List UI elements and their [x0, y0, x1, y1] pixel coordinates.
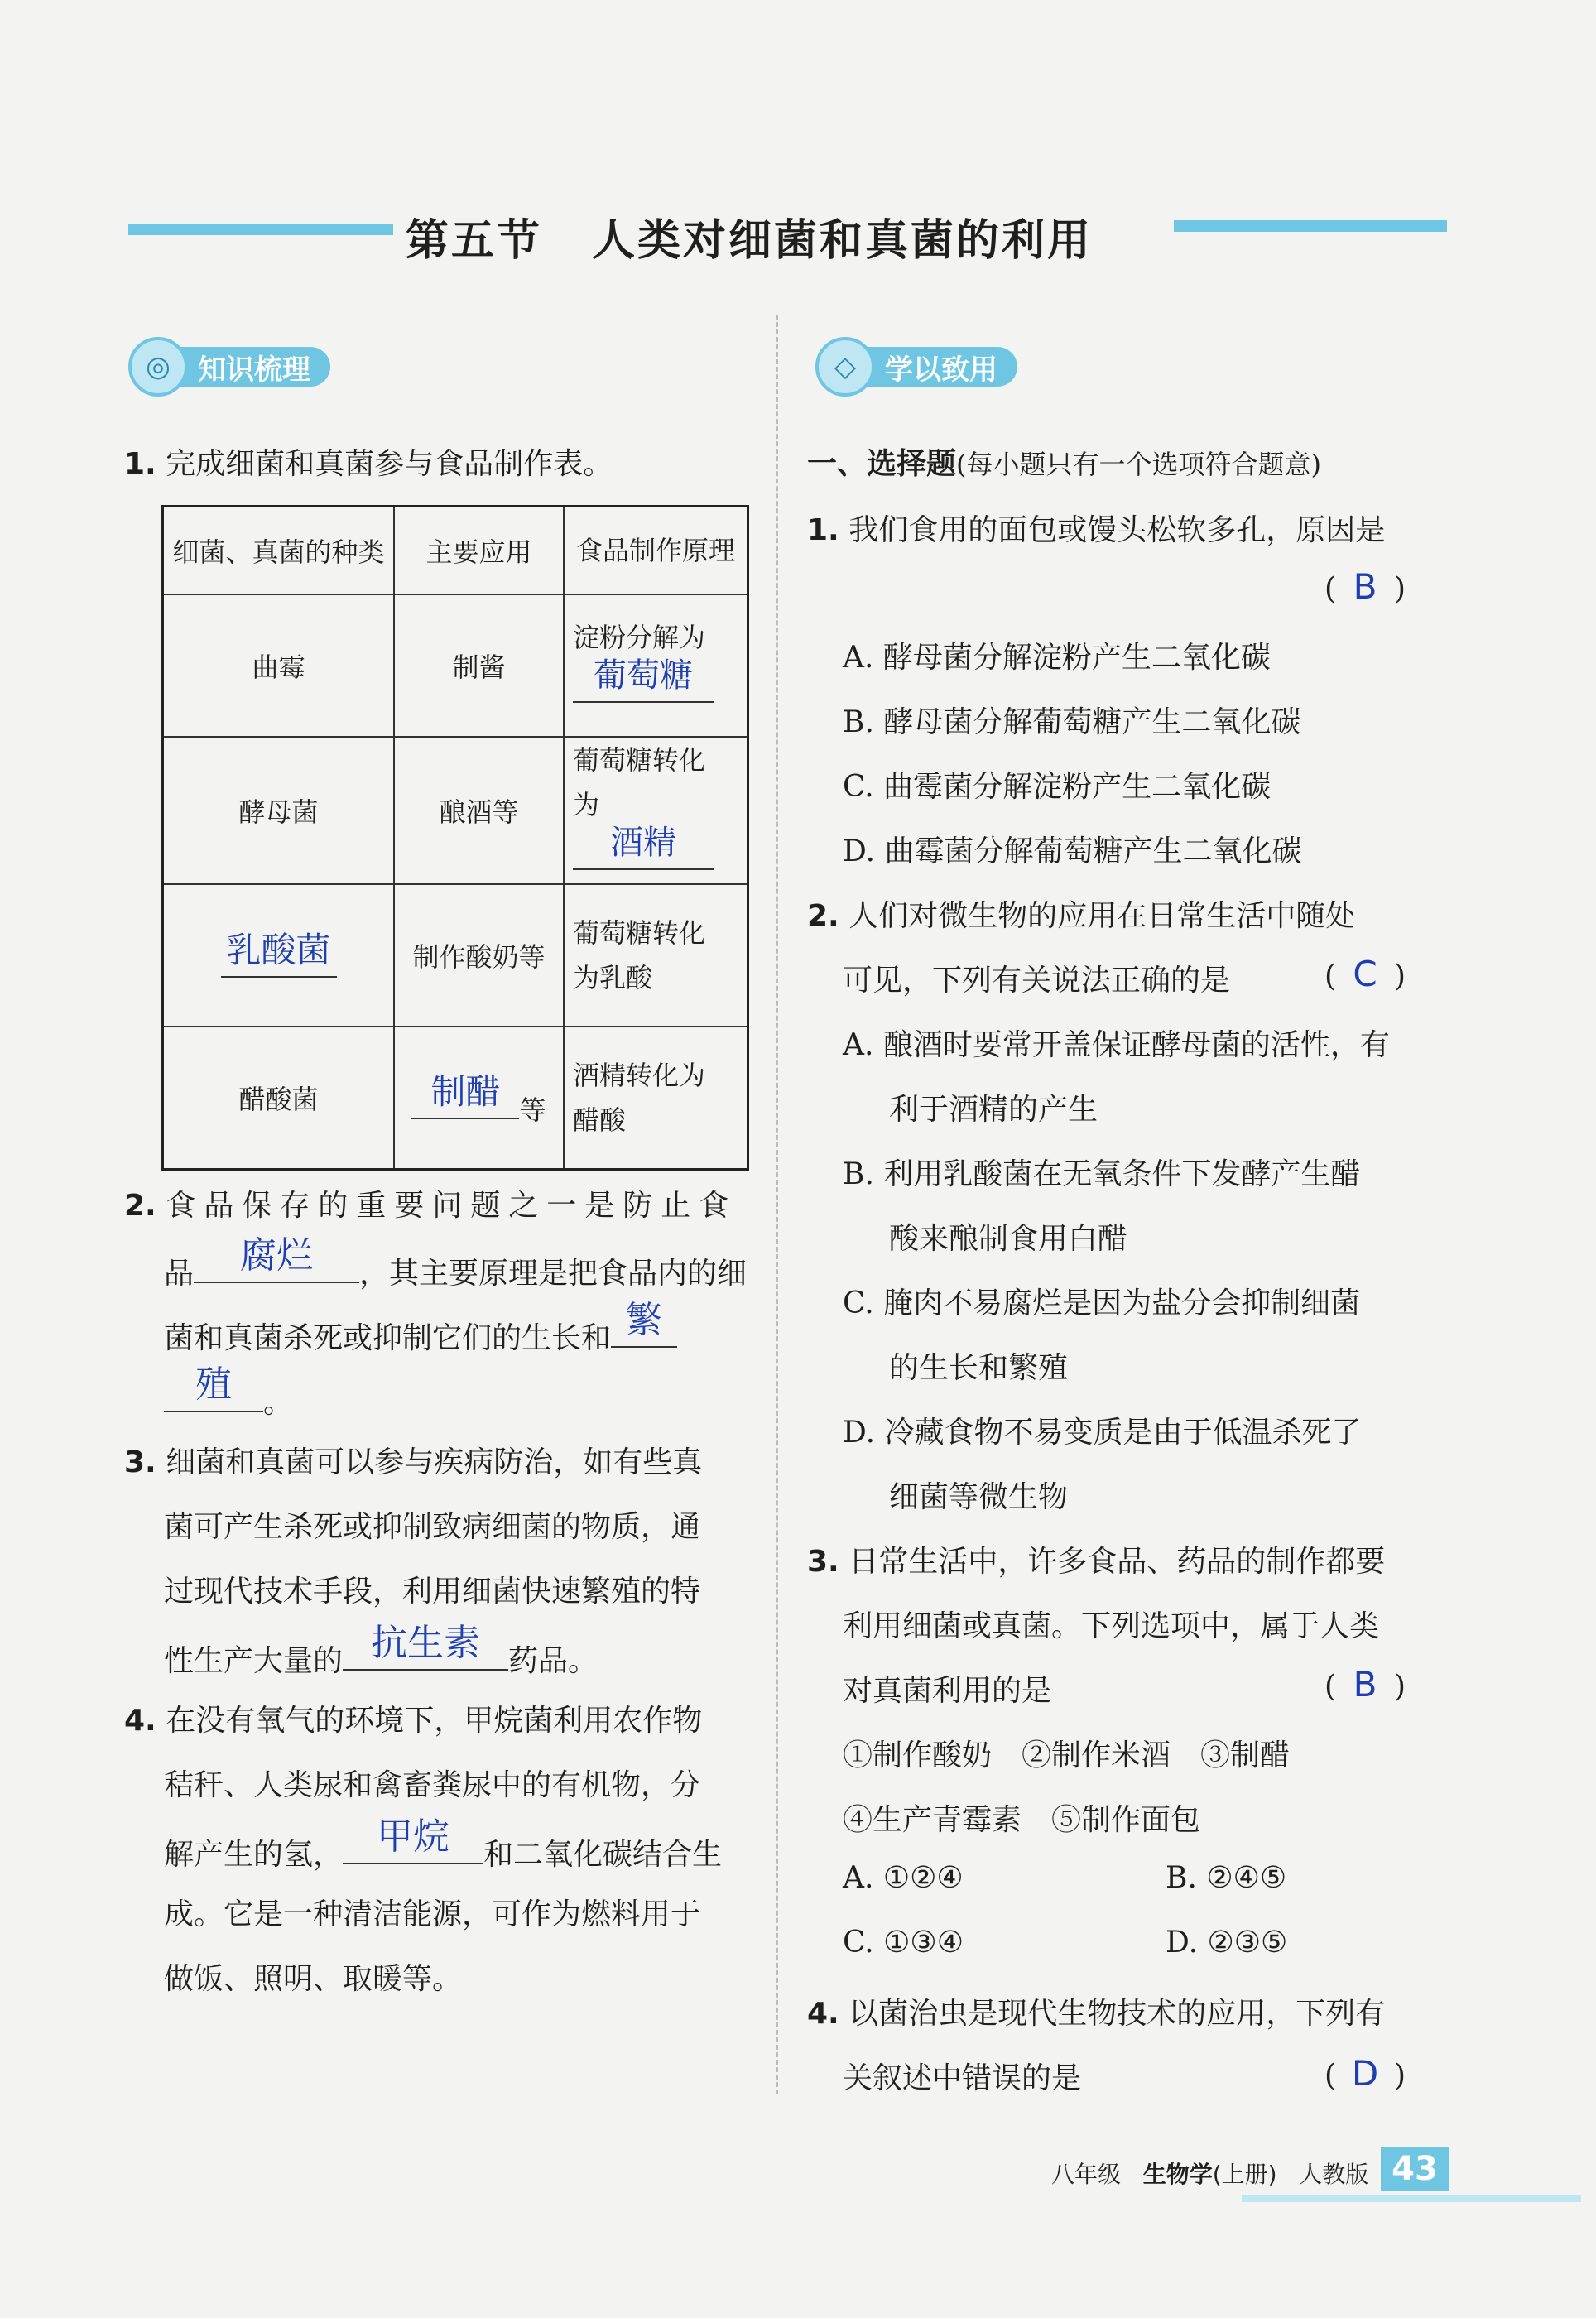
option-text: 细菌等微生物: [889, 1480, 1069, 1514]
left-q2-line2: [164, 1234, 748, 1292]
question-text: 成。它是一种清洁能源，可作为燃料用于: [164, 1897, 701, 1931]
handwritten-answer: 抗生素: [371, 1622, 481, 1664]
target-icon: ◎: [128, 337, 188, 397]
item-text: ①制作酸奶 ②制作米酒 ③制醋: [843, 1738, 1291, 1772]
question-text: 做饭、照明、取暖等。: [164, 1962, 463, 1996]
table-header-row: [163, 507, 748, 595]
principle-text: 为乳酸: [573, 962, 653, 993]
option-text: C. ①③④: [843, 1926, 964, 1960]
question-text: 品: [164, 1257, 195, 1291]
left-q1: [124, 440, 613, 483]
right-q2-stem: [807, 892, 1355, 935]
left-q3-line1: [124, 1439, 702, 1481]
question-text: 完成细菌和真菌参与食品制作表。: [166, 447, 613, 481]
table-cell: [564, 1027, 748, 1170]
right-q4-stem: [807, 1990, 1385, 2032]
title-bar-right: [1174, 220, 1447, 232]
handwritten-answer: 葡萄糖: [594, 656, 693, 695]
question-number: 3.: [807, 1545, 839, 1579]
answer-blank: [611, 1299, 677, 1348]
section-note: (每小题只有一个选项符合题意): [956, 449, 1321, 480]
question-number: 1.: [124, 447, 156, 481]
answer-blank: [343, 1622, 508, 1671]
handwritten-answer: 甲烷: [377, 1815, 450, 1858]
question-text: 可见，下列有关说法正确的是: [843, 964, 1231, 998]
option-text: A. 酵母菌分解淀粉产生二氧化碳: [843, 641, 1271, 675]
left-q2-line1: [124, 1182, 737, 1224]
page-footer: [1051, 2157, 1368, 2190]
option: [843, 828, 1301, 870]
handwritten-answer: 腐烂: [240, 1234, 314, 1277]
right-q1-stem: [807, 507, 1385, 549]
answer-blank: [221, 926, 337, 978]
right-q4-stem2: [843, 2055, 1081, 2097]
left-q2-line4: [164, 1363, 294, 1421]
principle-text: 为: [573, 789, 600, 820]
question-text: 菌可产生杀死或抑制致病细菌的物质，通: [164, 1510, 701, 1544]
handwritten-answer: 殖: [195, 1363, 232, 1406]
footer-volume: (上册): [1212, 2161, 1277, 2188]
principle-text: 葡萄糖转化: [573, 744, 706, 776]
badge-practice: [815, 344, 1017, 390]
question-number: 2.: [807, 899, 839, 933]
answer-blank: [194, 1234, 359, 1283]
option: [843, 699, 1300, 741]
title-bar-left: [128, 224, 393, 235]
answer-paren: ( D ): [1324, 2053, 1406, 2094]
question-text: 以菌治虫是现代生物技术的应用，下列有: [848, 1997, 1386, 2031]
table-row: [163, 1027, 748, 1170]
table-cell: 制作酸奶等: [394, 884, 564, 1027]
handwritten-answer: 乳酸菌: [226, 930, 331, 970]
handwritten-answer: 酒精: [610, 824, 676, 862]
question-number: 3.: [124, 1445, 156, 1479]
left-q4-line5: [164, 1955, 462, 1998]
food-table: [161, 505, 749, 1171]
table-row: [163, 884, 748, 1027]
handwritten-answer: D: [1351, 2053, 1379, 2094]
footer-edition: 人教版: [1299, 2161, 1369, 2188]
handwritten-answer: 繁: [626, 1299, 663, 1341]
table-cell: 醋酸菌: [163, 1027, 395, 1170]
section-number: 第五节: [406, 216, 543, 266]
answer-blank: [573, 656, 714, 703]
table-cell: [564, 737, 748, 884]
table-cell: [163, 884, 395, 1027]
answer-blank: [164, 1363, 263, 1412]
principle-text: 酒精转化为: [573, 1060, 706, 1091]
left-q3-line2: [164, 1503, 700, 1546]
option-text: C. 曲霉菌分解淀粉产生二氧化碳: [843, 770, 1272, 804]
table-cell: 酿酒等: [394, 737, 564, 884]
item-list: [843, 1796, 1200, 1839]
footer-subject: 生物学: [1142, 2161, 1213, 2188]
option-cont: [889, 1474, 1068, 1516]
badge-label: 学以致用: [860, 347, 1017, 387]
table-header: 细菌、真菌的种类: [163, 507, 395, 595]
question-text: 过现代技术手段，利用细菌快速繁殖的特: [164, 1575, 701, 1609]
question-text: 。: [263, 1386, 294, 1420]
option-cont: [889, 1344, 1068, 1387]
table-row: [163, 737, 748, 884]
page-title: [406, 205, 1093, 267]
page-number: 43: [1381, 2147, 1449, 2191]
option-text: B. 利用乳酸菌在无氧条件下发酵产生醋: [843, 1157, 1361, 1191]
choice-section-heading: [807, 440, 1321, 483]
option-text: D. 冷藏食物不易变质是由于低温杀死了: [843, 1416, 1362, 1450]
question-text: 人们对微生物的应用在日常生活中随处: [848, 899, 1356, 933]
option-cont: [889, 1215, 1127, 1258]
option-text: A. ①②④: [843, 1861, 964, 1895]
item-list: [843, 1732, 1290, 1774]
question-text: 秸秆、人类尿和禽畜粪尿中的有机物，分: [164, 1768, 701, 1802]
left-q4-line2: [164, 1762, 700, 1804]
left-q4-line1: [124, 1697, 702, 1739]
table-header: 食品制作原理: [564, 507, 748, 595]
question-text: 对真菌利用的是: [843, 1674, 1052, 1708]
question-text: 日常生活中，许多食品、药品的制作都要: [848, 1545, 1386, 1579]
option-text: A. 酿酒时要常开盖保证酵母菌的活性，有: [843, 1028, 1390, 1062]
table-cell: 曲霉: [163, 594, 395, 737]
option-text: C. 腌肉不易腐烂是因为盐分会抑制细菌: [843, 1286, 1361, 1320]
option: [843, 1280, 1360, 1322]
left-q3-line3: [164, 1568, 700, 1610]
question-number: 2.: [124, 1189, 156, 1223]
principle-text: 醋酸: [573, 1104, 627, 1136]
question-text: 性生产大量的: [164, 1644, 344, 1678]
left-q4-line3: [164, 1815, 723, 1873]
handwritten-answer: B: [1353, 1664, 1377, 1705]
section-title: 人类对细菌和真菌的利用: [592, 216, 1094, 266]
option-text: B. 酵母菌分解葡萄糖产生二氧化碳: [843, 705, 1301, 739]
badge-knowledge: [128, 344, 330, 390]
principle-text: 淀粉分解为: [573, 622, 706, 653]
option: [843, 1409, 1361, 1451]
option: [843, 1151, 1360, 1193]
answer-blank: [343, 1815, 483, 1864]
question-text: 关叙述中错误的是: [843, 2061, 1082, 2095]
badge-label: 知识梳理: [173, 347, 330, 387]
principle-text: 葡萄糖转化: [573, 917, 706, 949]
left-q4-line4: [164, 1891, 700, 1933]
question-text: 和二氧化碳结合生: [483, 1838, 723, 1872]
handwritten-answer: B: [1353, 566, 1377, 607]
option: [843, 1022, 1390, 1064]
table-cell: [564, 884, 748, 1027]
option: [843, 763, 1271, 806]
question-number: 4.: [124, 1704, 156, 1738]
section-title: 一、选择题: [807, 447, 957, 481]
option: [843, 1926, 964, 1960]
table-header: 主要应用: [394, 507, 564, 595]
table-row: [163, 594, 748, 737]
cell-suffix: 等: [519, 1094, 546, 1126]
question-text: ，其主要原理是把食品内的细: [359, 1257, 748, 1291]
option: [1166, 1861, 1286, 1895]
answer-paren: ( C ): [1324, 954, 1406, 994]
answer-paren: ( B ): [1324, 1664, 1406, 1705]
right-q3-stem: [807, 1538, 1385, 1580]
option: [843, 634, 1271, 676]
right-q3-stem2: [843, 1603, 1379, 1645]
option: [843, 1861, 964, 1895]
question-text: 药品。: [508, 1644, 598, 1678]
question-text: 在没有氧气的环境下，甲烷菌利用农作物: [166, 1704, 703, 1738]
handwritten-answer: C: [1353, 954, 1377, 994]
option-text: 利于酒精的产生: [889, 1093, 1098, 1127]
option-text: D. 曲霉菌分解葡萄糖产生二氧化碳: [843, 834, 1302, 868]
answer-blank: [573, 824, 714, 870]
answer-paren: ( B ): [1324, 566, 1406, 607]
table-cell: 酵母菌: [163, 737, 395, 884]
question-number: 1.: [807, 513, 839, 547]
book-icon: ◇: [815, 337, 875, 397]
right-q2-stem2: [843, 957, 1230, 999]
question-text: 解产生的氢，: [164, 1838, 344, 1872]
footer-grade: 八年级: [1051, 2161, 1122, 2188]
option-text: D. ②③⑤: [1166, 1926, 1288, 1960]
footer-bar: [1242, 2195, 1581, 2202]
option-text: 酸来酿制食用白醋: [889, 1222, 1128, 1256]
item-text: ④生产青霉素 ⑤制作面包: [843, 1803, 1201, 1837]
question-text: 菌和真菌杀死或抑制它们的生长和: [164, 1321, 612, 1355]
question-text: 利用细菌或真菌。下列选项中，属于人类: [843, 1609, 1380, 1643]
question-text: 细菌和真菌可以参与疾病防治，如有些真: [166, 1445, 703, 1479]
table-cell: [564, 594, 748, 737]
left-q2-line3: [164, 1299, 677, 1357]
option-text: B. ②④⑤: [1166, 1861, 1287, 1895]
question-text: 食品保存的重要问题之一是防止食: [166, 1189, 738, 1223]
right-q3-stem3: [843, 1667, 1051, 1710]
option-cont: [889, 1086, 1098, 1128]
answer-blank: [411, 1068, 519, 1119]
option-text: 的生长和繁殖: [889, 1351, 1069, 1385]
question-number: 4.: [807, 1997, 839, 2031]
column-divider: [776, 315, 778, 2094]
handwritten-answer: 制醋: [430, 1071, 501, 1112]
table-cell: 制酱: [394, 594, 564, 737]
question-text: 我们食用的面包或馒头松软多孔，原因是: [848, 513, 1386, 547]
option: [1166, 1926, 1287, 1960]
table-cell: [394, 1027, 564, 1170]
left-q3-line4: [164, 1622, 598, 1680]
